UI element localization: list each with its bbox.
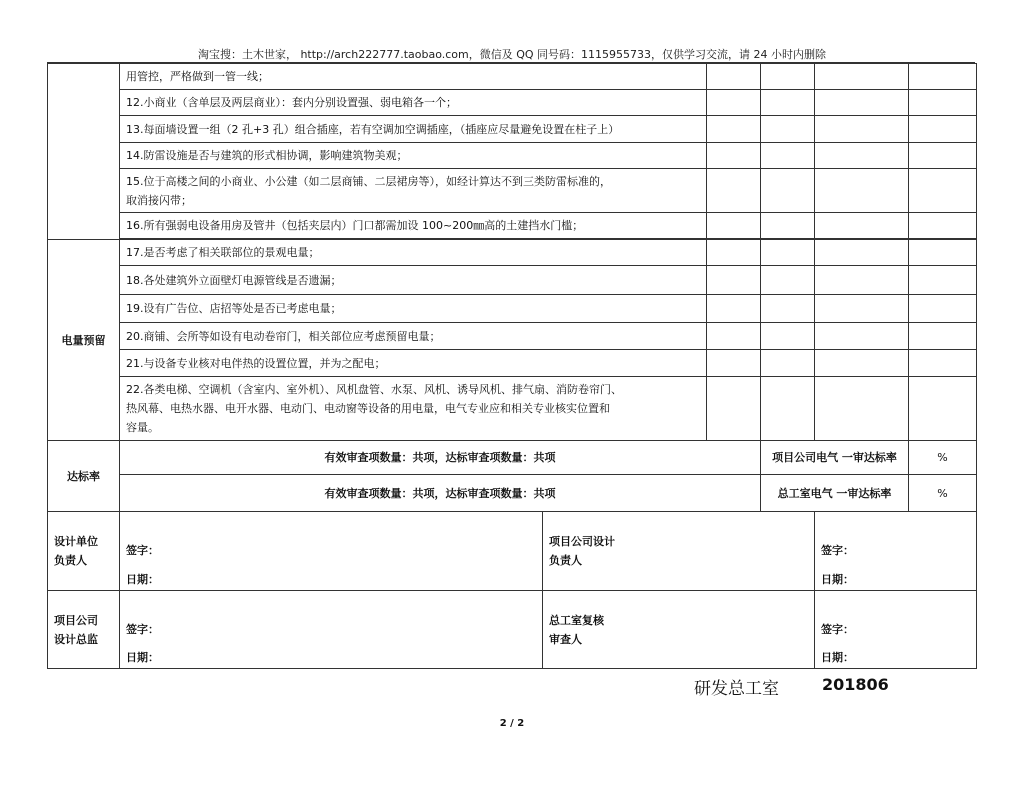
check-cell[interactable] (909, 169, 977, 213)
table-row (48, 116, 977, 143)
check-cell[interactable] (815, 90, 909, 116)
category-power-reserve: 电量预留 (48, 240, 120, 441)
check-cell[interactable] (707, 295, 761, 323)
category-compliance-rate: 达标率 (48, 441, 120, 512)
check-cell[interactable] (909, 266, 977, 295)
table-row (48, 377, 977, 441)
check-cell[interactable] (761, 350, 815, 377)
check-cell[interactable] (707, 213, 761, 239)
date-label: 日期： (126, 651, 159, 664)
footer-office-name: 研发总工室 (694, 679, 779, 699)
table-row (48, 169, 977, 213)
company-director-role-line1: 项目公司 (54, 613, 98, 627)
design-unit-signature-field[interactable] (120, 512, 543, 591)
check-cell[interactable] (909, 240, 977, 266)
check-cell[interactable] (707, 377, 761, 441)
chief-review-role-line2: 审查人 (549, 632, 582, 646)
check-cell[interactable] (815, 295, 909, 323)
check-cell[interactable] (909, 323, 977, 350)
company-design-role (543, 512, 815, 591)
category-cell-blank (48, 64, 120, 240)
check-cell[interactable] (707, 116, 761, 143)
table-row-compliance-1 (48, 441, 977, 475)
check-cell[interactable] (707, 240, 761, 266)
page-number: 2 / 2 (499, 718, 525, 729)
check-cell[interactable] (707, 90, 761, 116)
table-row (48, 295, 977, 323)
check-cell[interactable] (909, 64, 977, 90)
compliance-count-text-1: 有效审查项数量：共项，达标审查项数量：共项 (120, 441, 761, 475)
check-item-15-line1: 15.位于高楼之间的小商业、小公建（如二层商铺、二层裙房等），如经计算达不到三类防雷标准的， (126, 174, 611, 188)
check-cell[interactable] (909, 350, 977, 377)
sign-label: 签字： (821, 544, 854, 557)
company-director-role (48, 591, 120, 669)
company-design-role-line1: 项目公司设计 (549, 535, 615, 548)
check-item-22-line3: 容量。 (126, 421, 159, 434)
check-cell[interactable] (909, 90, 977, 116)
check-item-17: 17.是否考虑了相关联部位的景观电量； (120, 240, 707, 266)
review-checklist-table (47, 63, 977, 669)
chief-review-signature-field[interactable] (815, 591, 977, 669)
check-cell[interactable] (909, 295, 977, 323)
table-row (48, 266, 977, 295)
check-cell[interactable] (815, 169, 909, 213)
check-cell[interactable] (815, 143, 909, 169)
check-item-15-line2: 取消接闪带； (126, 193, 192, 207)
sign-label: 签字： (126, 622, 159, 636)
check-cell[interactable] (707, 64, 761, 90)
check-cell[interactable] (815, 323, 909, 350)
chief-rate-unit[interactable]: % (909, 475, 977, 512)
company-design-signature-field[interactable] (815, 512, 977, 591)
check-cell[interactable] (909, 213, 977, 239)
chief-rate-label: 总工室电气 一审达标率 (761, 475, 909, 512)
check-item-12: 12.小商业（含单层及两层商业）：套内分别设置强、弱电箱各一个； (120, 90, 707, 116)
table-row (48, 240, 977, 266)
table-row (48, 143, 977, 169)
check-cell[interactable] (761, 323, 815, 350)
check-item-15 (120, 169, 707, 213)
check-cell[interactable] (815, 350, 909, 377)
check-cell[interactable] (761, 266, 815, 295)
design-unit-role-line2: 负责人 (54, 554, 87, 567)
company-director-role-line2: 设计总监 (54, 632, 98, 646)
check-cell[interactable] (761, 64, 815, 90)
check-cell[interactable] (707, 169, 761, 213)
compliance-count-text-2: 有效审查项数量：共项，达标审查项数量：共项 (120, 475, 761, 512)
check-item-22-line1: 22.各类电梯、空调机（含室内、室外机）、风机盘管、水泵、风机、诱导风机、排气扇、消防卷帘门、 (126, 383, 622, 396)
table-row (48, 323, 977, 350)
table-row (48, 90, 977, 116)
table-row (48, 64, 977, 90)
design-unit-role-line1: 设计单位 (54, 535, 98, 548)
chief-review-role (543, 591, 815, 669)
check-cell[interactable] (909, 143, 977, 169)
check-cell[interactable] (761, 240, 815, 266)
check-cell[interactable] (707, 143, 761, 169)
company-design-role-line2: 负责人 (549, 554, 582, 567)
check-item-18: 18.各处建筑外立面壁灯电源管线是否遗漏； (120, 266, 707, 295)
check-cell[interactable] (909, 116, 977, 143)
table-row (48, 350, 977, 377)
check-cell[interactable] (761, 116, 815, 143)
check-cell[interactable] (815, 377, 909, 441)
table-row-signature-2 (48, 591, 977, 669)
check-item-13: 13.每面墙设置一组（2 孔+3 孔）组合插座，若有空调加空调插座，（插座应尽量避免设置在柱子上） (120, 116, 707, 143)
check-cell[interactable] (761, 90, 815, 116)
check-item-21: 21.与设备专业核对电伴热的设置位置，并为之配电； (120, 350, 707, 377)
check-cell[interactable] (707, 323, 761, 350)
check-item-22 (120, 377, 707, 441)
page-header-notice: 淘宝搜：土木世家， http://arch222777.taobao.com，微信及 QQ 同号码：1115955733，仅供学习交流，请 24 小时内删除 (197, 48, 827, 61)
table-row (48, 213, 977, 239)
check-cell[interactable] (707, 266, 761, 295)
company-rate-label: 项目公司电气 一审达标率 (761, 441, 909, 475)
check-cell[interactable] (761, 143, 815, 169)
check-item-11-cont: 用管控，严格做到一管一线； (120, 64, 707, 90)
check-cell[interactable] (761, 295, 815, 323)
check-cell[interactable] (761, 169, 815, 213)
table-row-compliance-2 (48, 475, 977, 512)
check-item-22-line2: 热风幕、电热水器、电开水器、电动门、电动窗等设备的用电量，电气专业应和相关专业核实位置和 (126, 402, 610, 415)
check-cell[interactable] (815, 213, 909, 239)
check-item-14: 14.防雷设施是否与建筑的形式相协调，影响建筑物美观； (120, 143, 707, 169)
check-item-20: 20.商铺、会所等如设有电动卷帘门，相关部位应考虑预留电量； (120, 323, 707, 350)
check-cell[interactable] (815, 240, 909, 266)
company-director-signature-field[interactable] (120, 591, 543, 669)
check-cell[interactable] (815, 116, 909, 143)
check-cell[interactable] (707, 350, 761, 377)
date-label: 日期： (821, 651, 854, 664)
check-item-16: 16.所有强弱电设备用房及管井（包括夹层内）门口都需加设 100~200㎜高的土建挡水门槛； (120, 213, 707, 239)
check-cell[interactable] (761, 377, 815, 441)
sign-label: 签字： (821, 622, 854, 636)
check-cell[interactable] (761, 213, 815, 239)
sign-label: 签字： (126, 544, 159, 557)
check-cell[interactable] (815, 64, 909, 90)
date-label: 日期： (821, 573, 854, 586)
design-unit-role (48, 512, 120, 591)
chief-review-role-line1: 总工室复核 (549, 613, 604, 627)
footer-version-year: 201806 (822, 675, 889, 694)
check-item-19: 19.设有广告位、店招等处是否已考虑电量； (120, 295, 707, 323)
table-row-signature-1 (48, 512, 977, 591)
check-cell[interactable] (909, 377, 977, 441)
company-rate-unit[interactable]: % (909, 441, 977, 475)
date-label: 日期： (126, 573, 159, 586)
check-cell[interactable] (815, 266, 909, 295)
